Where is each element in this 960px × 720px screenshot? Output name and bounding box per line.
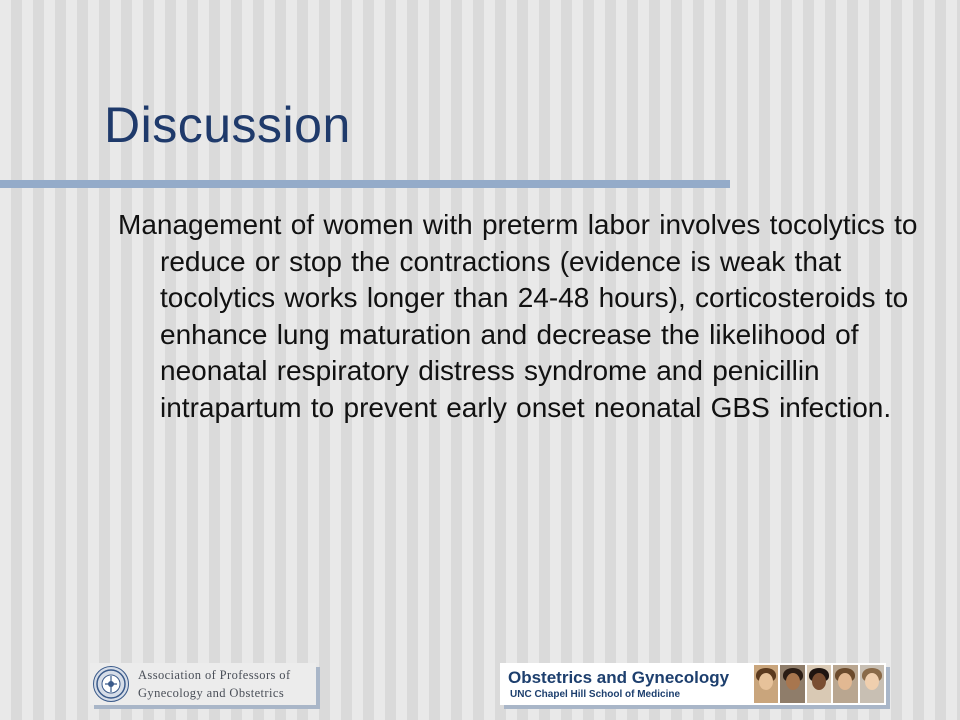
apog-seal-icon bbox=[93, 666, 129, 702]
title-underline-rule bbox=[0, 180, 730, 188]
apog-line-2: Gynecology and Obstetrics bbox=[138, 686, 285, 700]
unc-logo-title: Obstetrics and Gynecology bbox=[508, 668, 730, 687]
patient-photo bbox=[780, 665, 804, 703]
patient-photo bbox=[807, 665, 831, 703]
slide-body-text: Management of women with preterm labor involves tocolytics to reduce or stop the contractions (evidence is weak that tocolytics works longer than 24-48 hours), corticosteroids to enhance lung maturation and decrease the likelihood of neonatal respiratory distress syndrome and penicillin intrapartum to prevent early onset neonatal GBS infection. bbox=[118, 209, 918, 423]
apog-logo-box bbox=[90, 663, 316, 705]
unc-logo-subtitle: UNC Chapel Hill School of Medicine bbox=[510, 689, 681, 700]
patient-photo bbox=[754, 665, 778, 703]
slide-title: Discussion bbox=[104, 97, 351, 153]
unc-obgyn-logo-box bbox=[500, 663, 886, 705]
apog-logo-text bbox=[138, 666, 291, 702]
patient-photo-strip bbox=[754, 665, 884, 703]
apog-line-1: Association of Professors of bbox=[138, 668, 291, 682]
patient-photo bbox=[860, 665, 884, 703]
patient-photo bbox=[833, 665, 857, 703]
